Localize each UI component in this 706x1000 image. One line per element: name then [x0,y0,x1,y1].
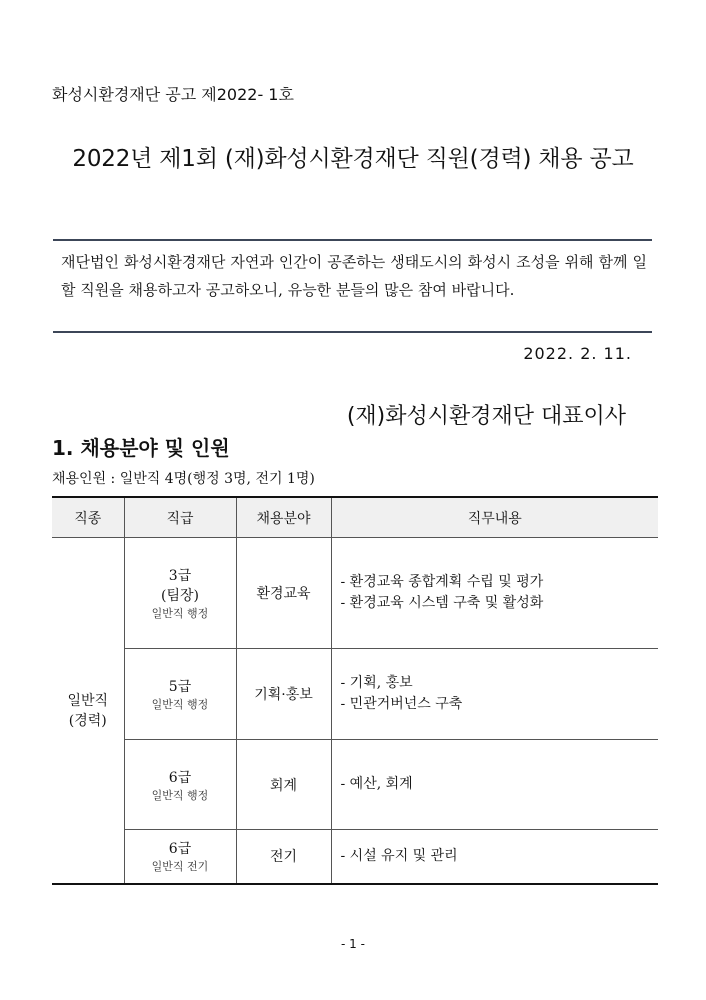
duty-item: - 환경교육 시스템 구축 및 활성화 [340,595,544,611]
grade: 5급 [168,679,192,695]
duty-item: - 기획, 홍보 [340,675,413,691]
grade-note: (팀장) [161,588,199,604]
grade-cell [124,649,236,740]
table-header-row [52,497,658,538]
notice-date: 2022. 2. 11. [523,344,632,363]
grade: 6급 [168,769,192,786]
header-category: 직종 [52,497,124,538]
page-number: - 1 - [341,937,365,951]
duties-cell [331,649,658,740]
duties-cell [331,740,658,830]
duty-item: - 민관거버넌스 구축 [340,696,463,712]
table-row [52,830,658,884]
header-grade: 직급 [124,497,236,538]
grade-type: 일반직 행정 [151,607,209,620]
intro-box [53,239,652,333]
issuer: (재)화성시환경재단 대표이사 [346,404,626,429]
recruitment-table [52,496,658,885]
header-field: 채용분야 [236,497,331,538]
job-category-note: (경력) [68,713,107,730]
duties-cell [331,538,658,649]
hiring-count: 채용인원 : 일반직 4명(행정 3명, 전기 1명) [52,471,315,487]
field-cell: 환경교육 [236,538,331,649]
table-row [52,740,658,830]
grade-type: 일반직 행정 [151,698,209,711]
duty-item: - 환경교육 종합계획 수립 및 평가 [340,574,544,590]
grade: 6급 [168,841,192,858]
job-category: 일반직 [67,693,109,710]
job-category-cell [52,538,124,884]
grade-type: 일반직 행정 [151,788,209,802]
page-title: 2022년 제1회 (재)화성시환경재단 직원(경력) 채용 공고 [72,146,634,172]
section-title: 1. 채용분야 및 인원 [52,436,230,460]
table-row [52,538,658,649]
grade-cell [124,538,236,649]
grade-type: 일반직 전기 [151,860,209,874]
header-duties: 직무내용 [331,497,658,538]
grade-cell [124,740,236,830]
table-row [52,649,658,740]
grade-cell [124,830,236,884]
field-cell: 전기 [236,830,331,884]
grade: 3급 [168,568,192,584]
duty-item: - 시설 유지 및 관리 [340,847,458,864]
intro-text: 재단법인 화성시환경재단 자연과 인간이 공존하는 생태도시의 화성시 조성을 위해 함께 일할 직원을 채용하고자 공고하오니, 유능한 분들의 많은 참여 바랍니다. [61,253,647,299]
duties-cell [331,830,658,884]
notice-number: 화성시환경재단 공고 제2022- 1호 [52,85,294,104]
field-cell: 회계 [236,740,331,830]
duty-item: - 예산, 회계 [340,776,413,792]
field-cell: 기획·홍보 [236,649,331,740]
